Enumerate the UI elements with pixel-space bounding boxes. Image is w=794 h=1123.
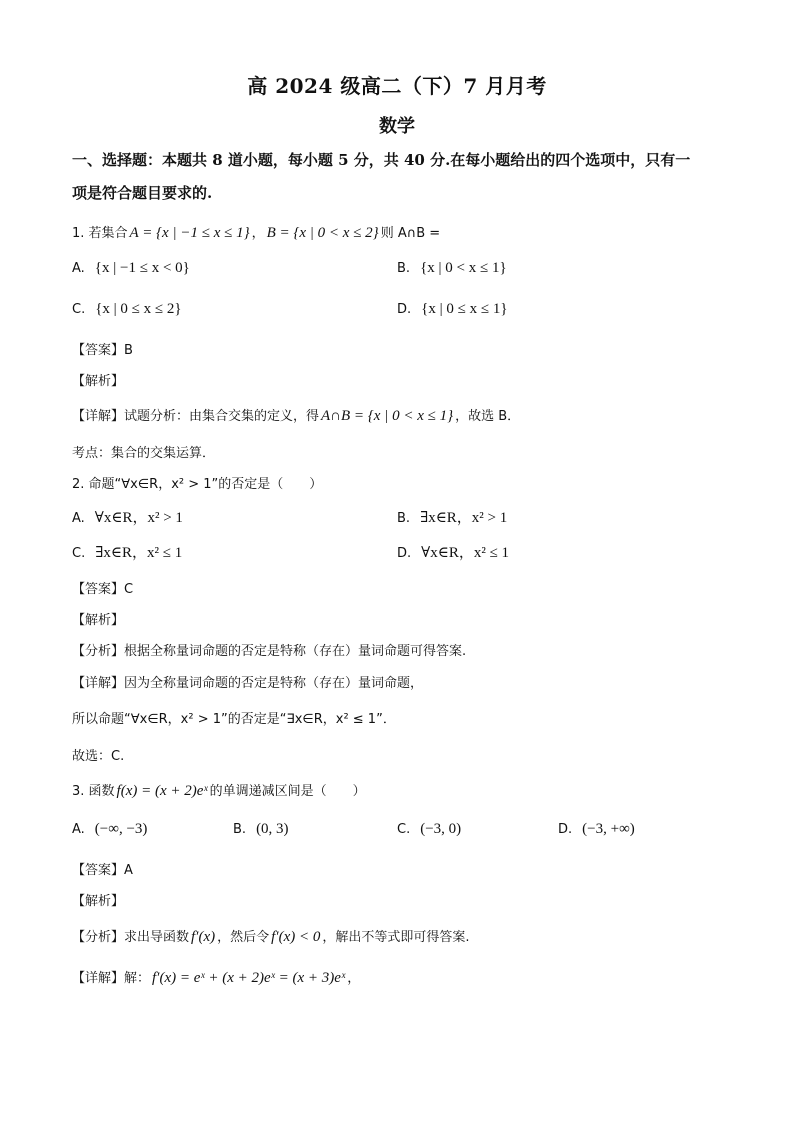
q2-fenxi: 【分析】根据全称量词命题的否定是特称（存在）量词命题可得答案.: [72, 644, 467, 659]
q3-detail-math: f′(x) = eˣ + (x + 2)eˣ = (x + 3)eˣ: [152, 970, 346, 986]
q1-comma: ，: [251, 226, 265, 241]
q2-choose: 故选：C.: [72, 749, 125, 764]
question-3-stem: [72, 780, 366, 800]
q3-detail: [72, 967, 360, 987]
q2-option-d: [397, 541, 509, 562]
q2-analysis: 【解析】: [72, 613, 125, 628]
q1-analysis: 【解析】: [72, 374, 125, 389]
q3-detail-suffix: ，: [347, 971, 361, 986]
option-value: {x | 0 ≤ x ≤ 2}: [95, 301, 182, 317]
q2-option-c: [72, 541, 182, 562]
q1-prefix: 1. 若集合: [72, 226, 128, 241]
q1-suffix: 则 A∩B =: [380, 226, 441, 241]
q3-detail-prefix: 【详解】解：: [72, 971, 151, 986]
q3-fenxi-math2: f′(x) < 0: [271, 929, 321, 945]
q1-detail-prefix: 【详解】试题分析：由集合交集的定义，得: [72, 409, 320, 424]
option-label: B.: [397, 261, 411, 276]
q3-analysis: 【解析】: [72, 894, 125, 909]
q3-fenxi: [72, 926, 470, 946]
q1-detail: [72, 405, 520, 425]
q1-detail-math: A∩B = {x | 0 < x ≤ 1}: [321, 408, 454, 424]
option-label: C.: [72, 546, 86, 561]
q3-option-a: [72, 821, 147, 838]
option-label: D.: [397, 546, 412, 561]
q3-suffix: 的单调递减区间是（ ）: [209, 784, 366, 799]
q2-option-b: [397, 506, 507, 527]
option-value: {x | 0 < x ≤ 1}: [420, 260, 507, 276]
option-value: ∀x∈R，x² ≤ 1: [421, 545, 510, 561]
option-label: D.: [397, 302, 412, 317]
q3-prefix: 3. 函数: [72, 784, 115, 799]
q3-stem-math: f(x) = (x + 2)eˣ: [116, 783, 208, 799]
option-value: ∃x∈R，x² > 1: [420, 510, 508, 526]
q3-fenxi-math1: f′(x): [191, 929, 216, 945]
q3-option-d: [558, 821, 635, 838]
question-2-stem: 2. 命题“∀x∈R，x² > 1”的否定是（ ）: [72, 477, 323, 492]
option-label: C.: [72, 302, 86, 317]
q1-set-a: A = {x | −1 ≤ x ≤ 1}: [129, 225, 250, 241]
question-1-stem: [72, 222, 440, 242]
option-value: ∃x∈R，x² ≤ 1: [95, 545, 183, 561]
option-label: D.: [558, 822, 573, 837]
q3-answer: 【答案】A: [72, 863, 133, 878]
subject-title: 数学: [379, 116, 415, 137]
q1-answer: 【答案】B: [72, 343, 133, 358]
q3-fenxi-mid: ，然后令: [217, 930, 270, 945]
option-value: {x | −1 ≤ x < 0}: [94, 260, 190, 276]
q1-detail-suffix: ，故选 B．: [455, 409, 521, 424]
section-heading-line1: 一、选择题：本题共 8 道小题，每小题 5 分，共 40 分.在每小题给出的四个选项中，只有一: [72, 151, 691, 169]
option-value: (−∞, −3): [94, 821, 148, 837]
option-value: (0, 3): [256, 821, 289, 837]
option-label: C.: [397, 822, 411, 837]
page-title: 高 2024 级高二（下）7 月月考: [247, 74, 547, 98]
q1-option-a: [72, 260, 190, 277]
section-heading-line2: 项是符合题目要求的.: [72, 184, 213, 202]
q1-option-b: [397, 260, 507, 277]
q1-point: 考点：集合的交集运算．: [72, 446, 216, 461]
q1-option-c: [72, 301, 182, 318]
q3-fenxi-prefix: 【分析】求出导函数: [72, 930, 190, 945]
option-label: A.: [72, 822, 85, 837]
q1-option-d: [397, 301, 508, 318]
option-label: A.: [72, 261, 85, 276]
q3-fenxi-suffix: ，解出不等式即可得答案.: [322, 930, 470, 945]
option-value: {x | 0 ≤ x ≤ 1}: [421, 301, 508, 317]
option-label: B.: [233, 822, 247, 837]
option-value: (−3, 0): [420, 821, 462, 837]
q2-answer: 【答案】C: [72, 582, 134, 597]
option-label: B.: [397, 511, 411, 526]
option-value: ∀x∈R，x² > 1: [94, 510, 183, 526]
q1-set-b: B = {x | 0 < x ≤ 2}: [266, 225, 379, 241]
option-label: A.: [72, 511, 85, 526]
q3-option-b: [233, 821, 289, 838]
option-value: (−3, +∞): [582, 821, 635, 837]
q2-option-a: [72, 506, 183, 527]
q2-detail: 【详解】因为全称量词命题的否定是特称（存在）量词命题，: [72, 676, 424, 691]
q3-option-c: [397, 821, 461, 838]
q2-detail2: 所以命题“∀x∈R，x² > 1”的否定是“∃x∈R，x² ≤ 1”．: [72, 712, 396, 727]
